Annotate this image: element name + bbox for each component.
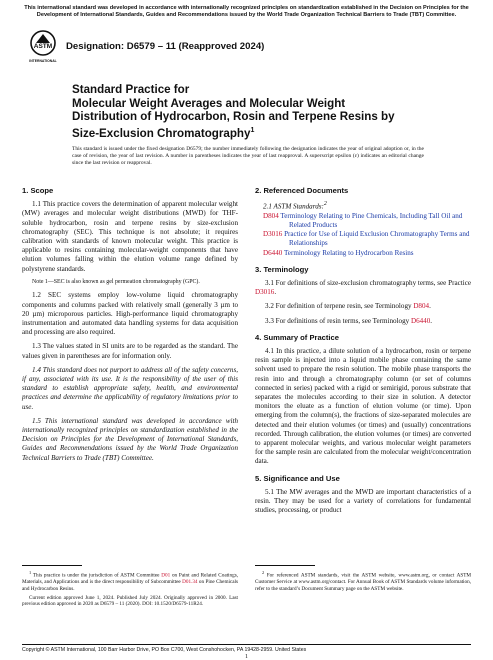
- ref-footnote-mark: 2: [323, 201, 327, 208]
- para-3-1: [255, 279, 471, 297]
- references-list: [263, 200, 471, 258]
- para-3-3-end: .: [430, 316, 433, 325]
- title-footnote-mark: 1: [250, 126, 255, 134]
- d804-link[interactable]: D804: [413, 302, 430, 311]
- para-1-3: 1.3 The values stated in SI units are to be regarded as the standard. The values given in parentheses are for information only.: [22, 342, 238, 360]
- title-line-2: Molecular Weight Averages and Molecular Weight: [72, 96, 346, 110]
- footnote-1-mark: 1: [29, 570, 32, 575]
- para-3-2: [255, 302, 471, 311]
- footnote-2-text: For referenced ASTM standards, visit the ASTM website, www.astm.org, or contact ASTM Customer Service at www.astm.org/contact. For Annual Book of ASTM Standards volume information, refer to the standard’s Document Summary page on the ASTM website.: [255, 572, 472, 592]
- para-1-5: 1.5 This international standard was developed in accordance with internationally recognized principles on standardization established in the Decision on Principles for the Development of International Standards, Guides and Recommendations issued by the World Trade Organization Technical Barriers to Trade (TBT) Committee.: [22, 416, 238, 462]
- footnote-rule: [22, 565, 82, 566]
- document-title: [72, 83, 432, 140]
- para-5-1: 5.1 The MW averages and the MWD are important characteristics of a resin. They may be used for a variety of correlations for fundamental studies, processing, or product: [255, 487, 471, 515]
- standard-issuance-note: This standard is issued under the fixed designation D6579; the number immediately following the designation indicates the year of original adoption or, in the case of revision, the year of last revision. A number in parentheses indicates the year of last reapproval. A superscript epsilon (ε) indicates an editorial change since the last revision or reapproval.: [72, 146, 424, 166]
- footnote-rule: [255, 565, 315, 566]
- logo-subtext: INTERNATIONAL: [29, 59, 57, 63]
- d3016-link[interactable]: D3016: [255, 288, 275, 297]
- reference-item[interactable]: [263, 230, 471, 248]
- para-3-1-text: 3.1 For definitions of size-exclusion chromatography terms, see Practice: [265, 278, 471, 287]
- para-3-1-end: .: [274, 288, 277, 297]
- para-3-3-text: 3.3 For definitions of resin terms, see Terminology: [265, 316, 411, 325]
- section-1-heading: 1. Scope: [22, 186, 54, 195]
- designation: Designation: D6579 – 11 (Reapproved 2024): [66, 41, 265, 52]
- footnote-1-text-a: This practice is under the jurisdiction of ASTM Committee: [32, 572, 162, 579]
- astm-standards-label: 2.1 ASTM Standards:: [263, 202, 324, 211]
- footnote-1-text-b: on Paint and Related Coatings, Materials, and Applications and is the direct responsibility of Subcommittee: [22, 572, 239, 586]
- tbt-notice: This international standard was developed in accordance with internationally recognized principles on standardization established in the Decision on Principles for the Development of International Standards, Guides and Recommendations issued by the World Trade Organization Technical Barriers to Trade (TBT) Committee.: [24, 5, 469, 18]
- reference-item[interactable]: [263, 249, 471, 258]
- copyright-footer: Copyright © ASTM International, 100 Barr Harbor Drive, PO Box C700, West Conshohocken, PA 19428-2959. United States: [22, 644, 471, 653]
- para-1-4: 1.4 This standard does not purport to address all of the safety concerns, if any, associated with its use. It is the responsibility of the user of this standard to establish appropriate safety, health, and environmental practices and determine the applicability of regulatory limitations prior to use.: [22, 365, 238, 411]
- logo-text: ASTM: [33, 43, 53, 50]
- title-line-4-text: Size-Exclusion Chromatography: [72, 126, 251, 140]
- footnote-2: [255, 570, 471, 593]
- title-line-4: [72, 124, 432, 140]
- section-3-heading: 3. Terminology: [255, 264, 309, 274]
- left-column: [22, 186, 238, 468]
- para-1-2: 1.2 SEC systems employ low-volume liquid chromatography components and columns packed with relatively small (generally 3 µm to 20 µm) microporous particles. High-performance liquid chromatography instrumentation and automated data handling systems for data acquisition and processing are also required.: [22, 291, 238, 337]
- footnote-1-edition: Current edition approved June 1, 2024. Published July 2024. Originally approved in 2000. Last previous edition approved in 2020 as D6579 – 11 (2020). DOI: 10.1520/D6579-11R24.: [22, 594, 238, 608]
- section-5-heading: 5. Significance and Use: [255, 473, 340, 483]
- title-line-3: Distribution of Hydrocarbon, Rosin and Terpene Resins by: [72, 110, 395, 124]
- footnote-1-text-c: on Pine Chemicals and Hydrocarbon Resins.: [22, 579, 238, 592]
- subcommittee-d0134-link[interactable]: D01.34: [182, 579, 198, 586]
- d6440-link[interactable]: D6440: [410, 316, 431, 325]
- para-3-3: [255, 317, 471, 326]
- reference-item[interactable]: [263, 212, 471, 230]
- note-1: Note 1—SEC is also known as gel permeation chromatography (GPC).: [32, 278, 200, 285]
- footnotes-right: [255, 565, 471, 595]
- reference-title-link[interactable]: Terminology Relating to Pine Chemicals, Including Tall Oil and Related Products: [280, 211, 463, 229]
- reference-code-link[interactable]: D6440: [263, 248, 283, 257]
- para-3-2-end: .: [429, 302, 431, 311]
- section-4-heading: 4. Summary of Practice: [255, 332, 339, 342]
- reference-title-link[interactable]: Practice for Use of Liquid Exclusion Chromatography Terms and Relationships: [284, 230, 470, 248]
- right-column: [255, 186, 471, 520]
- para-4-1: 4.1 In this practice, a dilute solution of a hydrocarbon, rosin or terpene resin sample is injected into a liquid mobile phase containing the same solvent used to prepare the resin solution. The mobile phase transports the resin into and through a chromatography column (or set of columns connected in series) packed with a rigid or semirigid, porous substrate that separates the molecules according to their size in solution. A detector monitors the eluate as a function of elution volume (or time). Upon emerging from the column(s), the fractions of size-separated molecules are detected and their elution volumes (or times) and (usually) concentrations recorded. Through calibration, the elution volumes (or times) are converted to apparent molecular weights, and various molecular weight parameters for the sample resin are calculated from the molecular weight/concentration data.: [255, 347, 471, 466]
- reference-code-link[interactable]: D804: [263, 211, 279, 220]
- committee-d01-link[interactable]: D01: [161, 572, 171, 579]
- footnote-1: [22, 570, 238, 593]
- reference-title-link[interactable]: Terminology Relating to Hydrocarbon Resins: [283, 248, 414, 257]
- section-2-heading: 2. Referenced Documents: [255, 186, 349, 195]
- astm-logo: [28, 30, 58, 66]
- title-line-1: Standard Practice for: [72, 83, 190, 96]
- footnotes-left: [22, 565, 238, 610]
- page-number: 1: [245, 654, 248, 660]
- footnote-2-mark: 2: [262, 570, 265, 575]
- para-1-1: 1.1 This practice covers the determination of apparent molecular weight (MW) averages and molecular weight distributions (MWD) for THF-soluble hydrocarbon, rosin and terpene resins by size-exclusion chromatography (SEC). This technique is not absolute; it requires calibration with standards of known molecular weight. This practice is applicable to resins containing molecular-weight components that have elution volumes falling within the elution volume range defined by polystyrene standards.: [22, 200, 238, 273]
- reference-code-link[interactable]: D3016: [263, 230, 283, 239]
- astm-standards-subheading: [263, 200, 471, 212]
- para-3-2-text: 3.2 For definition of terpene resin, see Terminology: [265, 302, 414, 311]
